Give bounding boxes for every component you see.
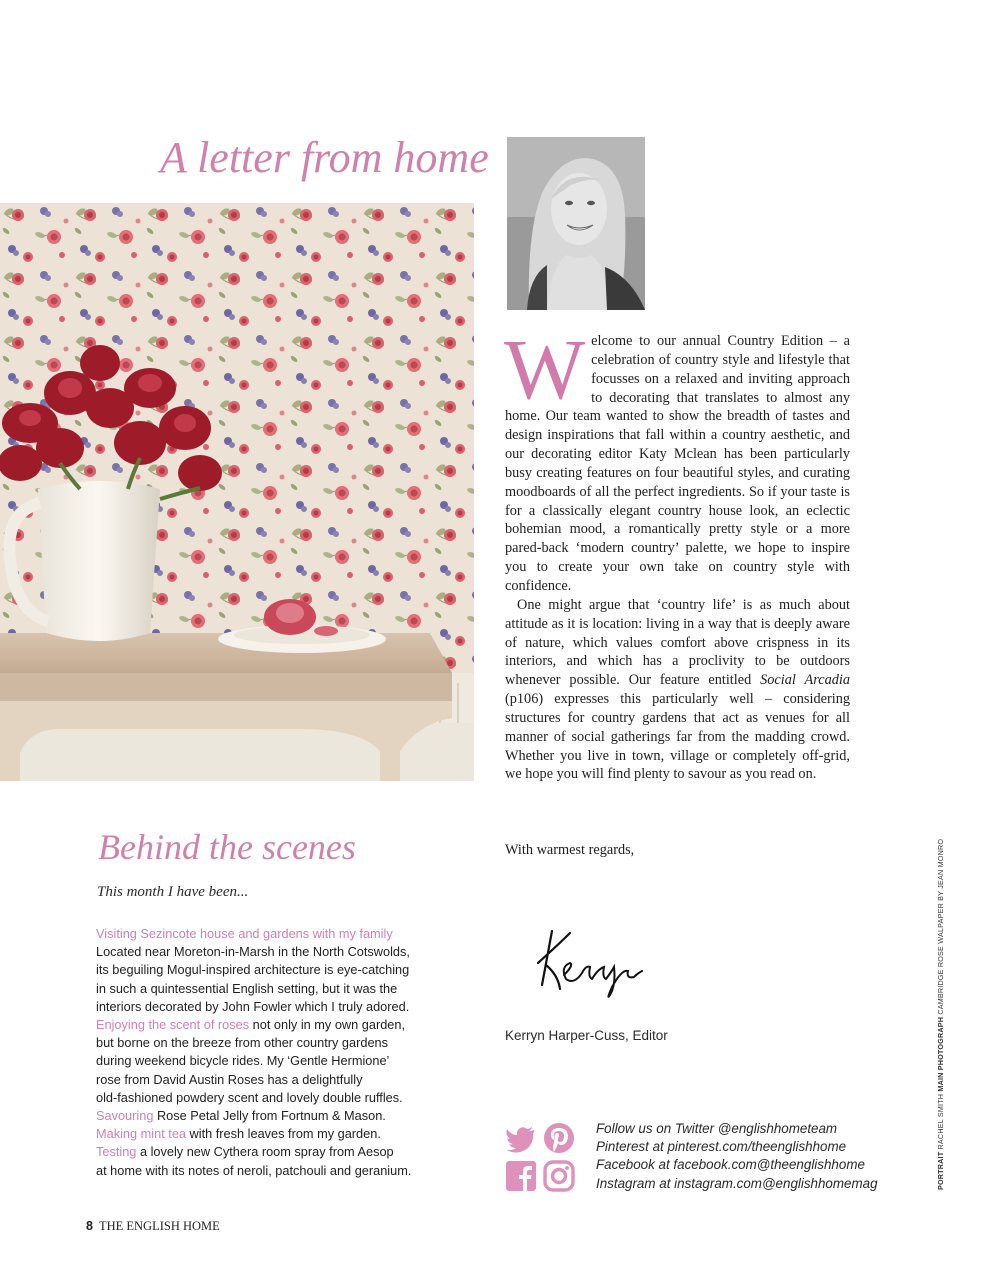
behind-scenes-title: Behind the scenes <box>98 827 356 867</box>
magazine-name: THE ENGLISH HOME <box>98 1219 220 1233</box>
page-title: A letter from home <box>160 133 489 182</box>
pinterest-icon[interactable] <box>543 1122 575 1154</box>
social-icons <box>505 1122 579 1194</box>
photo-credits: PORTRAIT RACHEL SMITH MAIN PHOTOGRAPH CAMBRIDGE ROSE WALPAPER BY JEAN MONRO <box>936 838 945 1190</box>
list-item: Savouring Rose Petal Jelly from Fortnum & Mason. <box>96 1108 386 1124</box>
list-item: old-fashioned powdery scent and lovely double ruffles. <box>96 1089 403 1105</box>
editor-portrait <box>507 137 645 310</box>
behind-scenes-list <box>96 925 456 1180</box>
letter-closing: With warmest regards, <box>505 842 635 858</box>
list-item: at home with its notes of neroli, patchouli and geranium. <box>96 1162 412 1178</box>
page-footer <box>86 1219 220 1234</box>
editor-signature <box>530 923 655 1003</box>
pinterest-link[interactable]: Pinterest at pinterest.com/theenglishhome <box>596 1139 847 1155</box>
drop-cap: W <box>504 321 586 417</box>
twitter-link[interactable]: Follow us on Twitter @englishhometeam <box>596 1121 838 1136</box>
main-photograph <box>0 203 474 781</box>
list-item: Enjoying the scent of roses not only in my own garden, <box>96 1017 406 1033</box>
list-item: interiors decorated by John Fowler which I truly adored. <box>96 998 410 1014</box>
letter-paragraph-2: One might argue that ‘country life’ is as much about attitude as it is location: living in a way that is deeply aware of nature, which values comfort above crispness in its interiors, and which has a proclivity to be outdoors whenever possible. Our feature entitled Social Arcadia (p106) expresses this particularly well – considering structures for country gardens that act as venues for all manner of social gatherings far from the madding crowd. Whether you live in town, village or completely off-grid, we hope you will find plenty to savour as you read on. <box>505 596 850 783</box>
list-item: Located near Moreton-in-Marsh in the North Cotswolds, <box>96 944 410 960</box>
list-item: but borne on the breeze from other country gardens <box>96 1035 389 1051</box>
twitter-icon[interactable] <box>505 1122 537 1154</box>
facebook-icon[interactable] <box>505 1160 537 1192</box>
instagram-icon[interactable] <box>543 1160 575 1192</box>
social-links <box>596 1120 896 1193</box>
instagram-link[interactable]: Instagram at instagram.com@englishhomemag <box>596 1175 878 1191</box>
behind-scenes-subtitle: This month I have been... <box>97 884 249 900</box>
editors-letter <box>504 321 850 784</box>
editor-name: Kerryn Harper-Cuss, Editor <box>505 1028 668 1043</box>
list-item: its beguiling Mogul-inspired architecture is eye-catching <box>96 962 410 978</box>
letter-paragraph-1: Welcome to our annual Country Edition – a celebration of country style and lifestyle that focusses on a relaxed and inviting approach to decorating that translates to almost any home. Our team wanted to show the breadth of tastes and design inspirations that fall within a country aesthetic, and our decorating editor Katy Mclean has been particularly busy creating features on four beautiful styles, and curating moodboards of all the perfect ingredients. So if your taste is for a classically elegant country house look, an eclectic bohemian mood, a romantically pretty style or a more pared-back ‘modern country’ palette, we hope to inspire you to create your own take on country style with confidence. <box>504 321 850 594</box>
list-item: during weekend bicycle rides. My ‘Gentle Hermione’ <box>96 1053 390 1069</box>
list-item: in such a quintessential English setting, but it was the <box>96 980 398 996</box>
list-item: Testing a lovely new Cythera room spray from Aesop <box>96 1144 394 1160</box>
list-item: Making mint tea with fresh leaves from my garden. <box>96 1126 381 1142</box>
facebook-link[interactable]: Facebook at facebook.com@theenglishhome <box>596 1157 865 1173</box>
list-item-heading: Visiting Sezincote house and gardens with my family <box>96 926 393 941</box>
list-item: rose from David Austin Roses has a delightfully <box>96 1071 363 1087</box>
page-number: 8 <box>86 1219 93 1233</box>
